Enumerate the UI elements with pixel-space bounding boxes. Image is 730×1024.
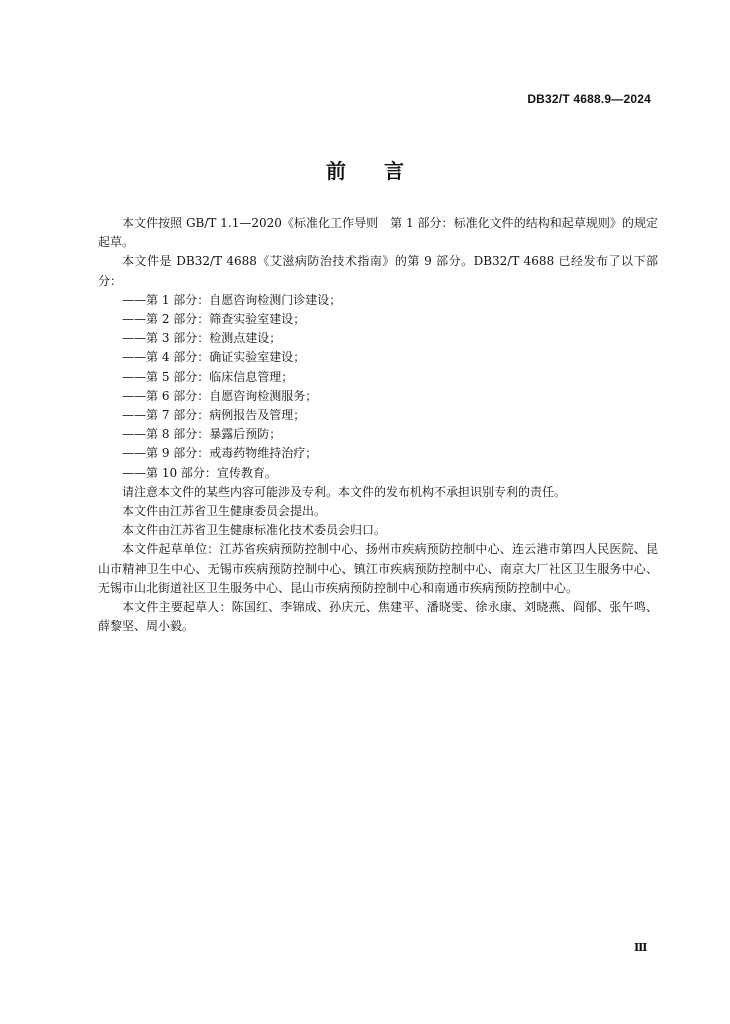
- list-item: ——第 3 部分：检测点建设；: [122, 331, 282, 346]
- list-item: ——第 9 部分：戒毒药物维持治疗；: [122, 446, 318, 461]
- paragraph-patent-notice: 请注意本文件的某些内容可能涉及专利。本文件的发布机构不承担识别专利的责任。: [122, 484, 567, 499]
- paragraph-drafters: 本文件主要起草人：陈国红、李锦成、孙庆元、焦建平、潘晓雯、徐永康、刘晓燕、阎郁、张午鸣、薛黎坚、周小毅。: [98, 600, 658, 634]
- list-item: ——第 8 部分：暴露后预防；: [122, 427, 282, 442]
- list-item: ——第 10 部分：宣传教育。: [122, 465, 277, 480]
- list-item: ——第 6 部分：自愿咨询检测服务；: [122, 388, 318, 403]
- document-code: DB32/T 4688.9—2024: [527, 92, 651, 106]
- list-item: ——第 4 部分：确证实验室建设；: [122, 350, 306, 365]
- paragraph-committee: 本文件由江苏省卫生健康标准化技术委员会归口。: [122, 523, 387, 538]
- paragraph-drafting-units: 本文件起草单位：江苏省疾病预防控制中心、扬州市疾病预防控制中心、连云港市第四人民医院、昆山市精神卫生中心、无锡市疾病预防控制中心、镇江市疾病预防控制中心、南京大厂社区卫生服务中心、无锡市山北街道社区卫生服务中心、昆山市疾病预防控制中心和南通市疾病预防控制中心。: [98, 542, 658, 595]
- page-number: Ⅲ: [634, 941, 648, 954]
- list-item: ——第 7 部分：病例报告及管理；: [122, 408, 306, 423]
- list-item: ——第 5 部分：临床信息管理；: [122, 369, 294, 384]
- paragraph-part-intro: 本文件是 DB32/T 4688《艾滋病防治技术指南》的第 9 部分。DB32/T 4688 已经发布了以下部分：: [98, 254, 658, 288]
- paragraph-drafting-rules: 本文件按照 GB/T 1.1—2020《标准化工作导则 第 1 部分：标准化文件的结构和起草规则》的规定起草。: [98, 216, 658, 250]
- list-item: ——第 2 部分：筛查实验室建设；: [122, 312, 306, 327]
- foreword-body: [98, 214, 658, 636]
- list-item: ——第 1 部分：自愿咨询检测门诊建设；: [122, 292, 342, 307]
- page-title: 前言: [326, 159, 442, 183]
- paragraph-proposer: 本文件由江苏省卫生健康委员会提出。: [122, 504, 327, 519]
